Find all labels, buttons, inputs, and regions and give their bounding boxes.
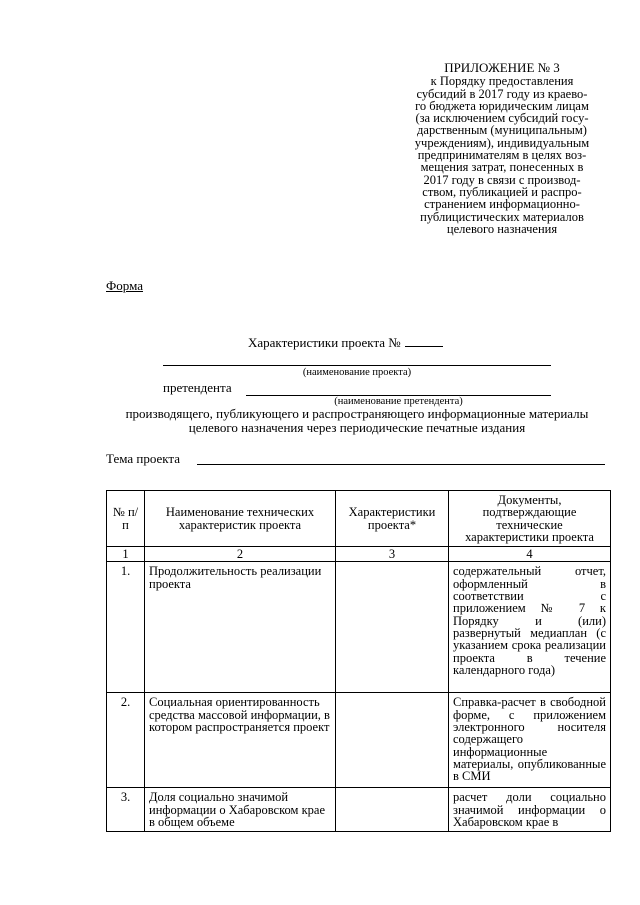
appendix-line: (за исключением субсидий госу- <box>415 111 589 126</box>
applicant-label: претендента <box>163 380 232 395</box>
row-docs: расчет доли социально значимой информации о Хабаровском крае в <box>449 788 611 832</box>
column-number: 2 <box>145 547 336 562</box>
appendix-line: учреждениям), индивидуальным <box>414 135 590 150</box>
column-number: 3 <box>336 547 449 562</box>
appendix-line: предпринимателям в целях воз- <box>417 148 587 163</box>
topic-label: Тема проекта <box>106 451 181 466</box>
characteristics-title <box>248 335 443 351</box>
header-number: № п/п <box>107 491 145 547</box>
appendix-line: к Порядку предоставления <box>430 74 574 89</box>
project-number-blank[interactable] <box>405 335 443 347</box>
table-row <box>107 788 611 832</box>
row-name: Социальная ориентированность средства массовой информации, в котором распространяется проект <box>145 693 336 788</box>
row-number: 3. <box>107 788 145 832</box>
appendix-line: публицистических материалов <box>420 209 584 224</box>
table-row <box>107 693 611 788</box>
appendix-line: ством, публикацией и распро- <box>422 184 582 199</box>
project-name-line[interactable] <box>163 365 551 366</box>
column-number: 4 <box>449 547 611 562</box>
appendix-line: мещения затрат, понесенных в <box>420 160 584 175</box>
topic-line[interactable] <box>197 464 605 465</box>
project-description: производящего, публикующего и распространяющего информационные материалы целевого назначения через периодические печатные издания <box>125 406 589 435</box>
header-name: Наименование технических характеристик проекта <box>145 491 336 547</box>
row-value[interactable] <box>336 788 449 832</box>
table-header-row <box>107 491 611 547</box>
appendix-line: го бюджета юридическим лицам <box>415 98 589 113</box>
characteristics-title-text: Характеристики проекта № <box>248 335 401 350</box>
row-value[interactable] <box>336 693 449 788</box>
row-name: Доля социально значимой информации о Хабаровском крае в общем объеме <box>145 788 336 832</box>
column-number: 1 <box>107 547 145 562</box>
appendix-line: 2017 году в связи с производ- <box>423 172 581 187</box>
row-number: 2. <box>107 693 145 788</box>
appendix-line: субсидий в 2017 году из краево- <box>416 86 588 101</box>
applicant-name-caption: (наименование претендента) <box>334 396 463 407</box>
table-row <box>107 562 611 693</box>
appendix-line: дарственным (муниципальным) <box>417 123 587 138</box>
header-value: Характеристики проекта* <box>336 491 449 547</box>
appendix-line: странением информационно- <box>424 197 580 212</box>
row-name: Продолжительность реализации проекта <box>145 562 336 693</box>
project-name-caption: (наименование проекта) <box>302 367 412 378</box>
header-docs: Документы, подтверждающие технические характеристики проекта <box>449 491 611 547</box>
row-docs: содержательный отчет, оформленный в соответствии с приложением № 7 к Порядку и (или) развернутый медиаплан (с указанием срока реализации проекта в течение календарного года) <box>449 562 611 693</box>
row-number: 1. <box>107 562 145 693</box>
characteristics-table <box>106 490 611 832</box>
table-column-numbers-row <box>107 547 611 562</box>
appendix-title: ПРИЛОЖЕНИЕ № 3 <box>444 60 560 75</box>
form-label: Форма <box>106 278 143 293</box>
row-value[interactable] <box>336 562 449 693</box>
appendix-line: целевого назначения <box>446 221 558 236</box>
appendix-block <box>392 62 612 235</box>
row-docs: Справка-расчет в свободной форме, с приложением электронного носителя содержащего информационные материалы, опубликованные в СМИ <box>449 693 611 788</box>
